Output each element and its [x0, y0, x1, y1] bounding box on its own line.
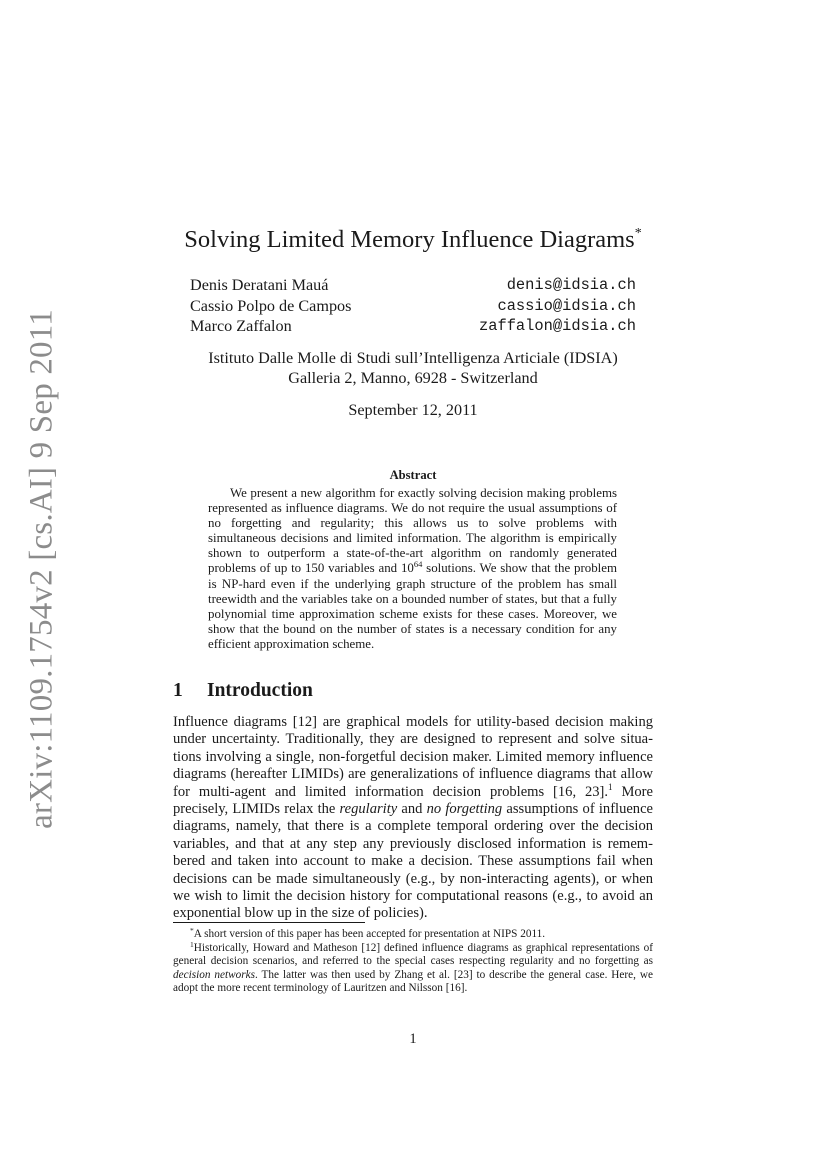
- abstract-exponent: 64: [413, 559, 423, 570]
- section-heading: [173, 680, 313, 702]
- affiliation-institute: Istituto Dalle Molle di Studi sull’Intelligenza Articiale (IDSIA): [208, 349, 618, 367]
- paragraph-text: Influence diagrams [12] are graphical models for utility-based decision making under uncertainty. Traditionally, they are designed to represent and solve situations involving a single, non-forgetful decision maker. Limited memory influence diagrams (hereafter LIMIDs) are generalizations of influence diagrams that allow for multi-agent and limited information decision problems [16, 23].: [173, 714, 653, 800]
- footnote-emphasis: decision networks: [173, 968, 256, 981]
- affiliation-address: Galleria 2, Manno, 6928 - Switzerland: [288, 369, 538, 387]
- abstract-text: We present a new algorithm for exactly solving decision making problems represented as influence diagrams. We do not require the usual assumptions of no forgetting and regularity; this allows us to solve problems with simultaneous decisions and limited information. The algorithm is empirically shown to outperform a state-of-the-art algorithm on randomly generated problems of up to 150 variables and 10: [208, 486, 617, 576]
- title-footnote-mark: *: [634, 226, 642, 241]
- author-email[interactable]: denis@idsia.ch: [506, 276, 636, 294]
- paragraph-text: More precisely, LIMIDs relax the: [173, 783, 653, 818]
- author-block: [190, 275, 636, 337]
- paragraph-text: assumptions of influence diagrams, namely, that there is a complete temporal ordering over the decision variables, and that at any step any previously disclosed information is remembered and taken into account to make a decision. These assumptions fail when decisions can be made simultaneously (e.g., by non-interacting agents), or when we wish to limit the decision history for computational reasons (e.g., to avoid an exponential blow up in the size of policies).: [173, 801, 653, 922]
- author-row: [190, 316, 636, 337]
- emphasis-text: regularity: [339, 801, 398, 818]
- section-title: Introduction: [207, 680, 313, 701]
- page-number: 1: [409, 1031, 417, 1047]
- paragraph-text: and: [397, 801, 427, 818]
- footnote-mark: *: [190, 926, 194, 935]
- author-name: Cassio Polpo de Campos: [190, 296, 352, 315]
- footnotes: [173, 928, 653, 996]
- arxiv-identifier-stamp: [22, 309, 62, 829]
- section-number: 1: [173, 680, 183, 701]
- author-email[interactable]: cassio@idsia.ch: [497, 296, 636, 315]
- abstract-body: [208, 486, 617, 652]
- footnote-divider: [173, 922, 365, 923]
- paper-title: [0, 226, 826, 254]
- paper-date: September 12, 2011: [348, 401, 478, 419]
- paper-title-text: Solving Limited Memory Influence Diagrams: [184, 226, 635, 253]
- author-row: [190, 275, 636, 296]
- footnote-mark: 1: [190, 939, 194, 949]
- footnote-text: Historically, Howard and Matheson [12] defined influence diagrams as graphical representations of general decision scenarios, and referred to the special cases respecting regularity and no forgetting as: [173, 941, 653, 968]
- introduction-paragraph: [173, 714, 653, 923]
- abstract-text: solutions. We show that the problem is NP-hard even if the underlying graph structure of the problem has small treewidth and the variables take on a bounded number of states, but that a fully polynomial time approximation scheme exists for these cases. Moreover, we show that the bound on the number of states is a necessary condition for any efficient approximation scheme.: [208, 561, 617, 651]
- footnote-text: . The latter was then used by Zhang et al. [23] to describe the general case. Here, we adopt the more recent terminology of Lauritzen and Nilsson [16].: [173, 968, 653, 995]
- author-name: Marco Zaffalon: [190, 317, 292, 336]
- footnote: [173, 928, 653, 942]
- abstract-heading: Abstract: [389, 468, 437, 482]
- author-email[interactable]: zaffalon@idsia.ch: [478, 317, 636, 336]
- footnote-text: A short version of this paper has been accepted for presentation at NIPS 2011.: [193, 928, 546, 940]
- footnote-ref[interactable]: 1: [608, 781, 613, 792]
- footnote: [173, 939, 653, 996]
- emphasis-text: no forgetting: [426, 801, 503, 818]
- arxiv-stamp-text: arXiv:1109.1754v2 [cs.AI] 9 Sep 2011: [23, 309, 60, 829]
- author-name: Denis Deratani Mauá: [190, 276, 329, 294]
- author-row: [190, 296, 636, 317]
